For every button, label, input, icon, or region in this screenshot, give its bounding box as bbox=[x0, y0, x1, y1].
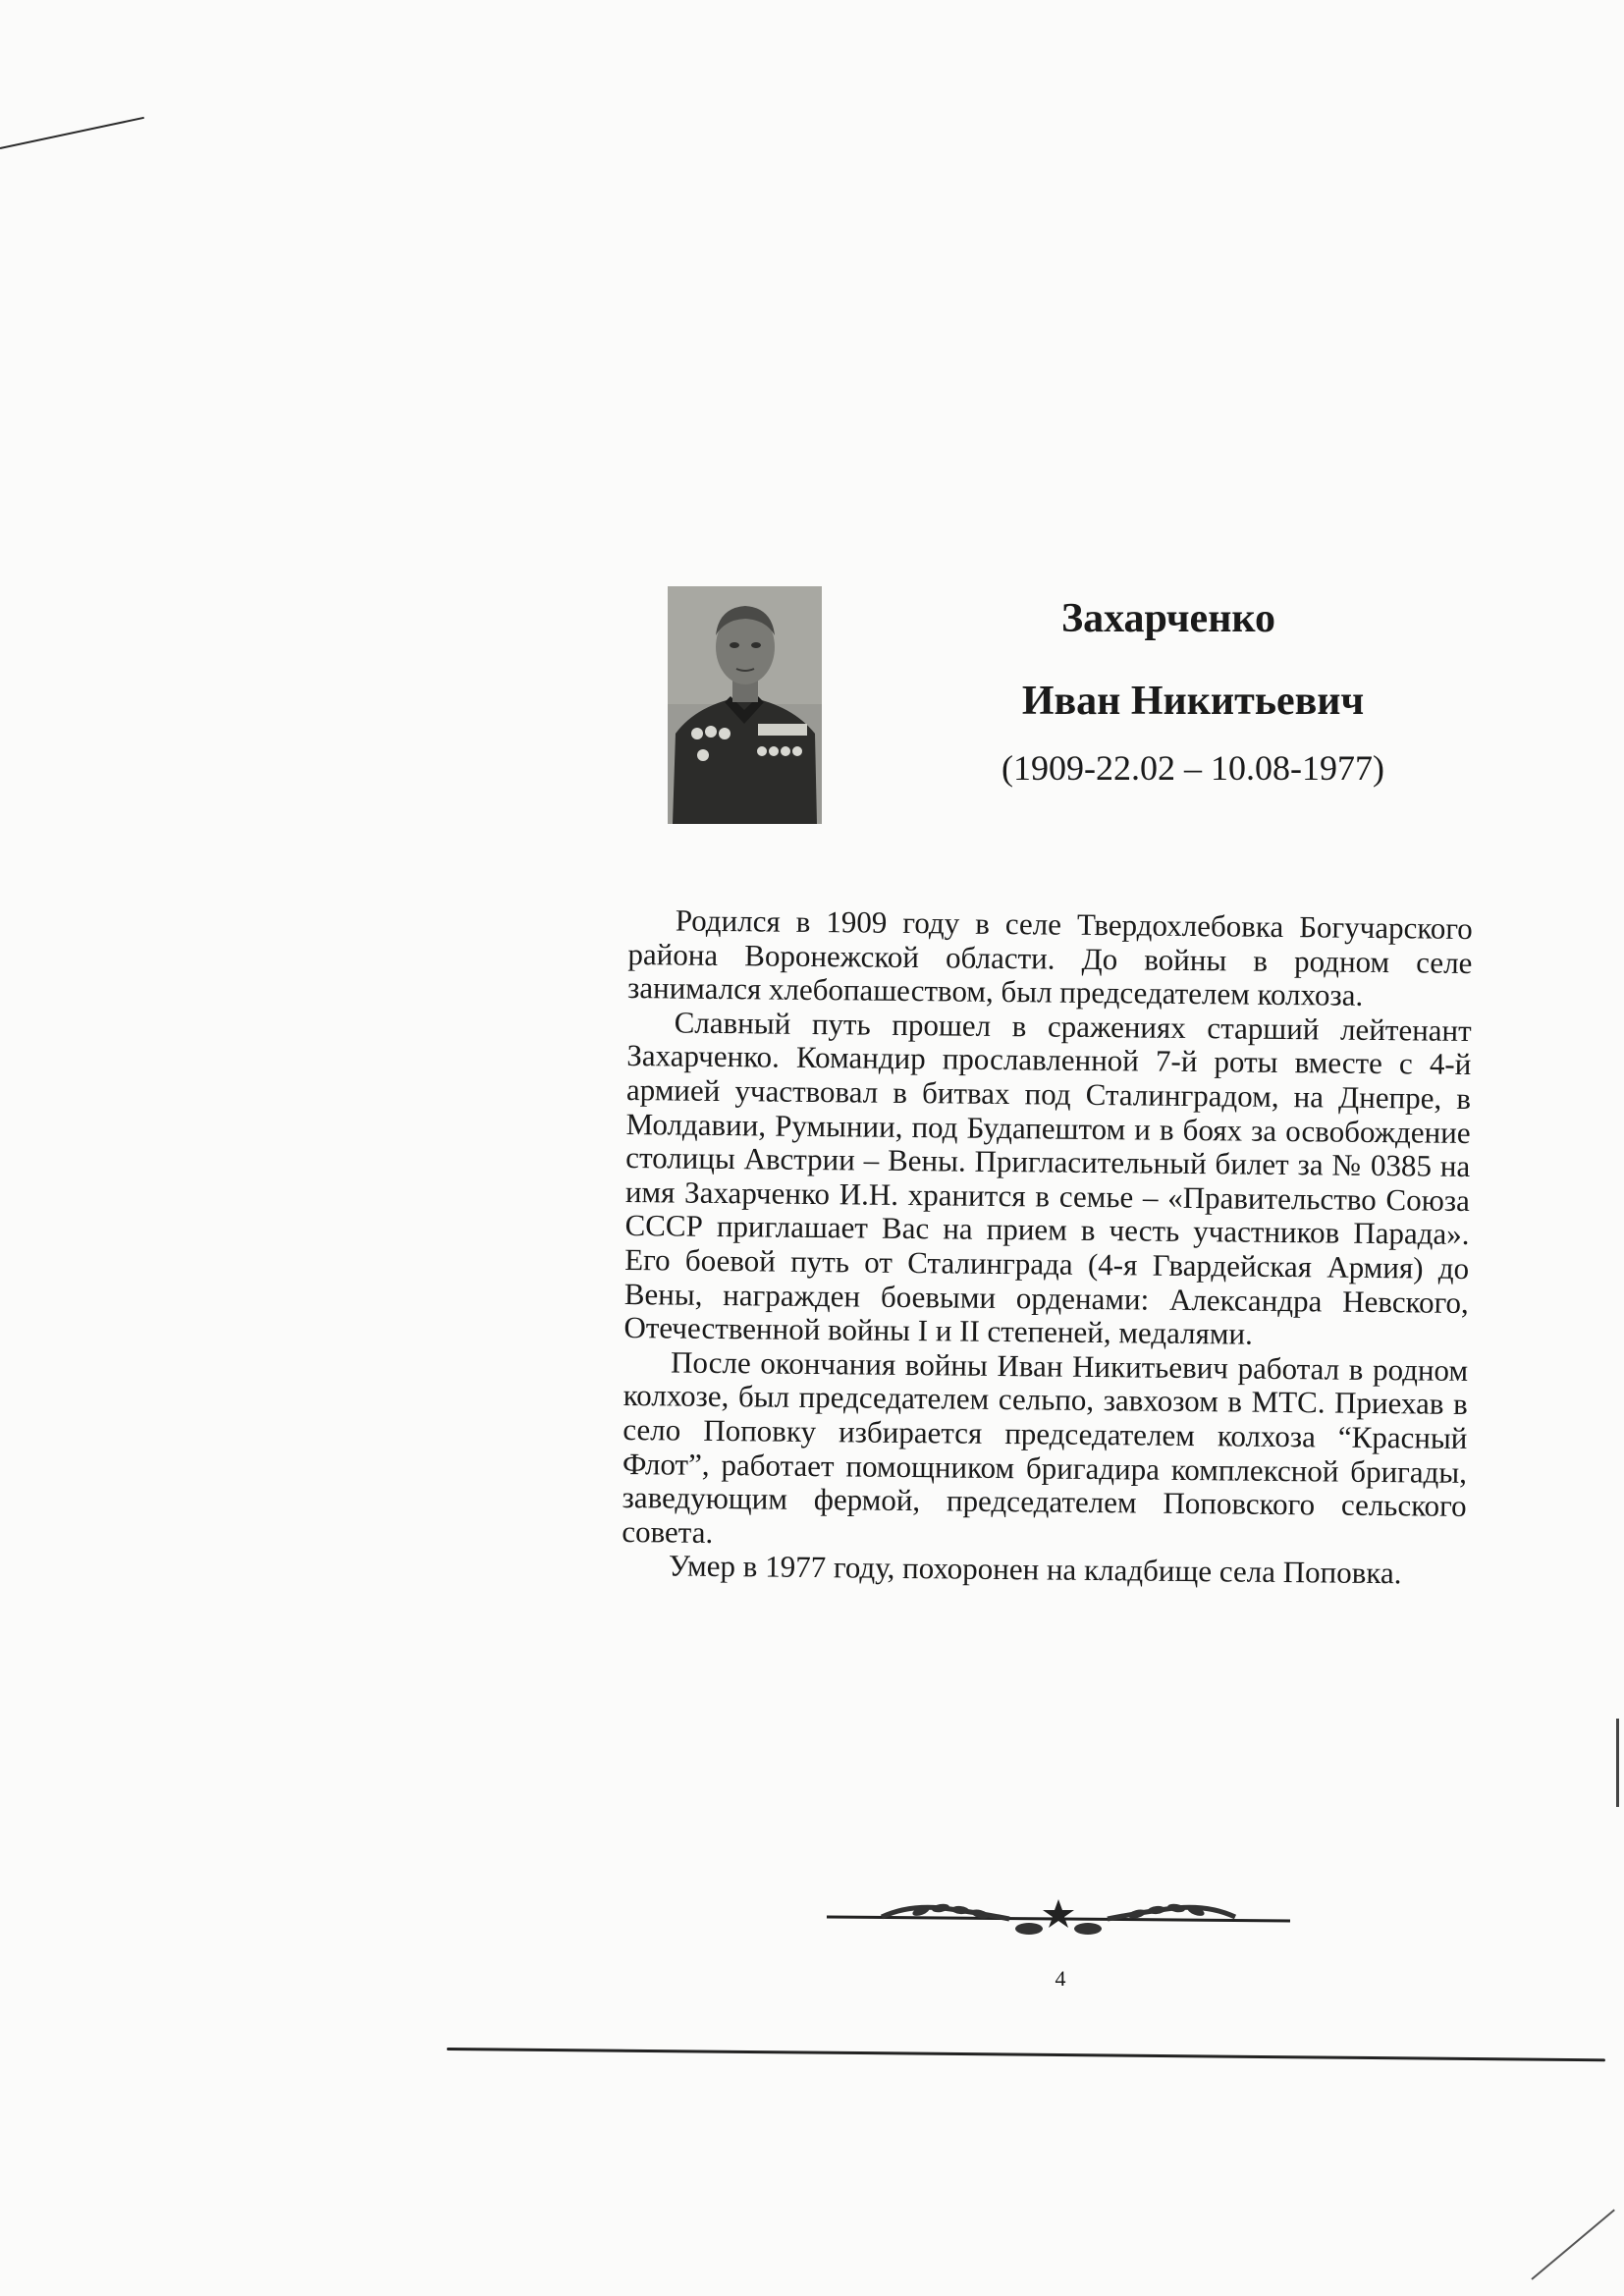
biography-text bbox=[622, 903, 1473, 1592]
portrait-photo bbox=[668, 586, 822, 824]
person-given-names: Иван Никитьевич bbox=[1021, 679, 1365, 724]
bottom-rule bbox=[447, 2048, 1605, 2061]
scan-edge-mark-right bbox=[1616, 1719, 1619, 1807]
bio-paragraph: Родился в 1909 году в селе Твердохлебовка Богучарского района Воронежской области. До войны в родном селе занимался хлебопашеством, был председателем колхоза. bbox=[626, 902, 1473, 1013]
star-laurel-ornament-icon bbox=[823, 1895, 1294, 1944]
bio-paragraph: Умер в 1977 году, похоронен на кладбище села Поповка. bbox=[668, 1548, 1402, 1591]
portrait-image bbox=[668, 586, 822, 824]
life-dates: (1909-22.02 – 10.08-1977) bbox=[1001, 748, 1384, 788]
scan-edge-mark bbox=[0, 117, 144, 149]
person-surname: Захарченко bbox=[1060, 596, 1276, 641]
bio-paragraph: Славный путь прошел в сражениях старший лейтенант Захарченко. Командир прославленной 7-й роты вместе с 4-й армией участвовал в битвах под Сталинградом, на Днепре, в Молдавии, Румынии, под Будапештом и в боях за освобождение столицы Австрии – Вены. Пригласительный билет за № 0385 на имя Захарченко И.Н. хранится в семье – «Правительство Союза СССР приглашает Вас на прием в честь участников Парада». Его боевой путь от Сталинграда (4-я Гвардейская Армия) до Вены, награжден боевыми орденами: Александра Невского, Отечественной войны I и II степеней, медалями. bbox=[623, 1005, 1472, 1351]
page-number: 4 bbox=[1055, 1966, 1066, 1991]
scan-corner-mark bbox=[1531, 2210, 1615, 2280]
bio-paragraph: После окончания войны Иван Никитьевич работал в родном колхозе, был председателем сельпо, завхозом в МТС. Приехав в село Поповку избирается председателем колхоза “Красный Флот”, работает помощником бригадира комплексной бригады, заведующим фермой, председателем Поповского сельского совета. bbox=[622, 1344, 1469, 1550]
